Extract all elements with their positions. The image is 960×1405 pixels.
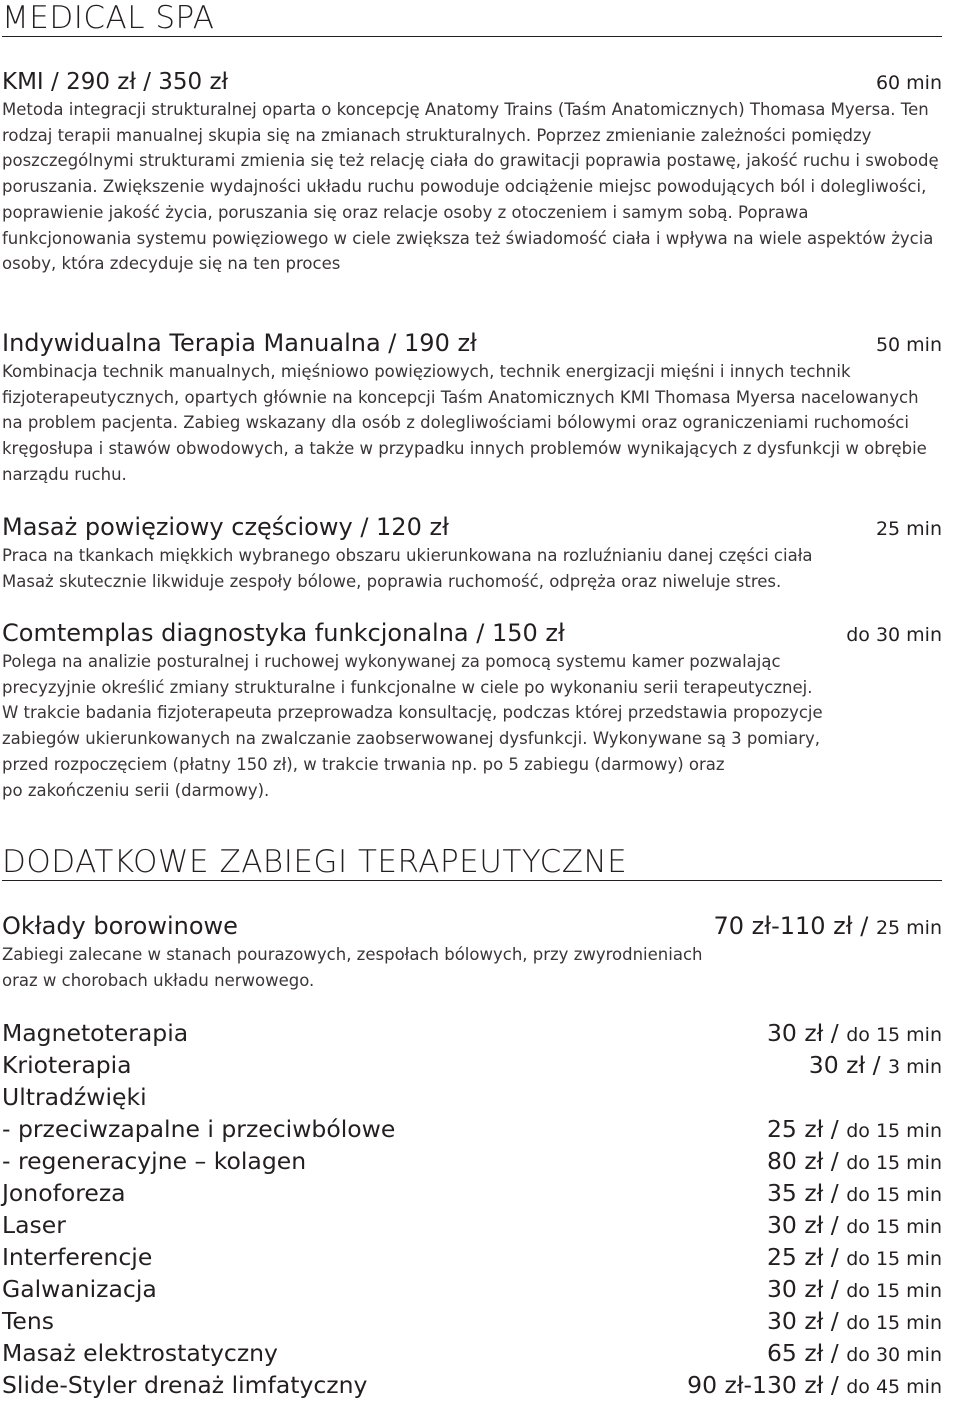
treatment-price: 30 zł / [808, 1051, 881, 1079]
service-description-line: Masaż skutecznie likwiduje zespoły bólowe, poprawia ruchomość, odpręża oraz niweluje stres. [2, 571, 782, 591]
treatment-price: 30 zł / [766, 1019, 839, 1047]
treatment-duration: do 15 min [846, 1152, 942, 1174]
treatment-row [2, 1371, 942, 1403]
service-comtemplas [2, 619, 942, 803]
service-description: Metoda integracji strukturalnej oparta o koncepcję Anatomy Trains (Taśm Anatomicznych) Thomasa Myersa. Ten rodzaj terapii manualnej skupia się na zmianach strukturalnych. Poprzez zmienianie zależności pomiędzy poszczególnymi strukturami zmienia się też relację ciała do grawitacji poprawia postawę, jakość ruchu i swobodę poruszania. Zwiększenie wydajności układu ruchu powoduje odciążenie miejsc powodujących ból i dolegliwości, poprawienie jakość życia, poruszania się oraz relacje osoby z otoczeniem i samym sobą. Poprawa funkcjonowania systemu powięziowego w ciele zwiększa też świadomość ciała i wpływa na wiele aspektów życia osoby, która zdecyduje się na ten proces [2, 100, 939, 274]
treatment-duration: 3 min [888, 1056, 942, 1078]
service-kmi [2, 69, 942, 277]
treatment-duration: do 15 min [846, 1312, 942, 1334]
service-description-line: przed rozpoczęciem (płatny 150 zł), w trakcie trwania np. po 5 zabiegu (darmowy) oraz [2, 754, 725, 774]
treatment-name: Tens [2, 1307, 54, 1335]
treatment-name: - regeneracyjne – kolagen [2, 1147, 307, 1175]
treatment-name: Interferencje [2, 1243, 153, 1271]
service-description: Kombinacja technik manualnych, mięśniowo powięziowych, technik energizacji mięśni i innych technik fizjoterapeutycznych, opartych głównie na koncepcji Taśm Anatomicznych KMI Thomasa Myersa nacelowanych na problem pacjenta. Zabieg wskazany dla osób z dolegliwościami bólowymi oraz ograniczeniami ruchomości kręgosłupa i stawów obwodowych, a także w przypadku innych problemów wynikających z dysfunkcji w obrębie narządu ruchu. [2, 362, 927, 484]
service-name: Comtemplas diagnostyka funkcjonalna / 150 zł [2, 619, 565, 647]
treatment-row [2, 1339, 942, 1371]
treatment-price: 80 zł / [766, 1147, 839, 1175]
treatment-row [2, 1115, 942, 1147]
service-duration: 50 min [875, 334, 942, 356]
treatment-row [2, 1179, 942, 1211]
treatment-name: Slide-Styler drenaż limfatyczny [2, 1371, 368, 1399]
treatment-price: 30 zł / [766, 1211, 839, 1239]
treatment-price: 30 zł / [766, 1275, 839, 1303]
treatment-row [2, 1243, 942, 1275]
treatment-name: Ultradźwięki [2, 1083, 147, 1111]
service-description-line: Zabiegi zalecane w stanach pourazowych, zespołach bólowych, przy zwyrodnieniach [2, 945, 703, 964]
service-duration: 25 min [875, 518, 942, 540]
treatment-duration: do 15 min [846, 1024, 942, 1046]
treatment-duration: do 15 min [846, 1248, 942, 1270]
treatment-duration: do 15 min [846, 1280, 942, 1302]
treatment-duration: do 45 min [846, 1376, 942, 1398]
treatment-duration: do 30 min [846, 1344, 942, 1366]
treatment-price: 35 zł / [766, 1179, 839, 1207]
service-duration: 60 min [875, 72, 942, 94]
service-description-line: Praca na tkankach miękkich wybranego obszaru ukierunkowana na rozluźnianiu danej części ciała [2, 546, 813, 565]
treatment-name: Galwanizacja [2, 1275, 157, 1303]
section-title-medical-spa: MEDICAL SPA [2, 0, 942, 37]
service-description-line: Polega na analizie posturalnej i ruchowej wykonywanej za pomocą systemu kamer pozwalając [2, 652, 781, 671]
treatment-name: Jonoforeza [2, 1179, 126, 1207]
treatment-name: - przeciwzapalne i przeciwbólowe [2, 1115, 396, 1143]
treatment-price: 25 zł / [766, 1115, 839, 1143]
treatment-name: Laser [2, 1211, 66, 1239]
service-masaz-powieziowy [2, 513, 942, 594]
section-title-dodatkowe-zabiegi: DODATKOWE ZABIEGI TERAPEUTYCZNE [2, 844, 942, 881]
treatment-name: Magnetoterapia [2, 1019, 189, 1047]
treatment-row [2, 1275, 942, 1307]
treatment-duration: do 15 min [846, 1120, 942, 1142]
service-duration: do 30 min [846, 624, 942, 646]
service-oklady-borowinowe [2, 912, 942, 993]
treatment-row [2, 1147, 942, 1179]
service-description-line: zabiegów ukierunkowanych na zwalczanie zaobserwowanej dysfunkcji. Wykonywane są 3 pomiary, [2, 729, 821, 749]
service-description-line: precyzyjnie określić zmiany strukturalne i funkcjonalne w ciele po wykonaniu serii terapeutycznej. [2, 677, 813, 697]
service-price: 70 zł-110 zł / [713, 912, 869, 940]
treatment-row [2, 1307, 942, 1339]
treatment-name: Masaż elektrostatyczny [2, 1339, 278, 1367]
service-terapia-manualna [2, 329, 942, 488]
treatment-price: 30 zł / [766, 1307, 839, 1335]
treatment-row [2, 1211, 942, 1243]
service-price-group [713, 912, 942, 940]
treatment-price: 25 zł / [766, 1243, 839, 1271]
service-description-line: W trakcie badania fizjoterapeuta przeprowadza konsultację, podczas której przedstawia propozycje [2, 703, 823, 723]
treatment-price: 65 zł / [766, 1339, 839, 1367]
service-duration: 25 min [875, 917, 942, 939]
treatment-row [2, 1051, 942, 1083]
service-name: KMI / 290 zł / 350 zł [2, 69, 229, 95]
treatment-duration: do 15 min [846, 1184, 942, 1206]
treatment-price: 90 zł-130 zł / [687, 1371, 839, 1399]
service-description-line: oraz w chorobach układu nerwowego. [2, 970, 315, 990]
service-description-line: po zakończeniu serii (darmowy). [2, 780, 270, 800]
service-name: Masaż powięziowy częściowy / 120 zł [2, 513, 449, 541]
treatment-row [2, 1083, 942, 1115]
service-name: Indywidualna Terapia Manualna / 190 zł [2, 329, 477, 357]
treatment-name: Krioterapia [2, 1051, 132, 1079]
treatment-row [2, 1019, 942, 1051]
treatment-duration: do 15 min [846, 1216, 942, 1238]
service-name: Okłady borowinowe [2, 912, 238, 940]
